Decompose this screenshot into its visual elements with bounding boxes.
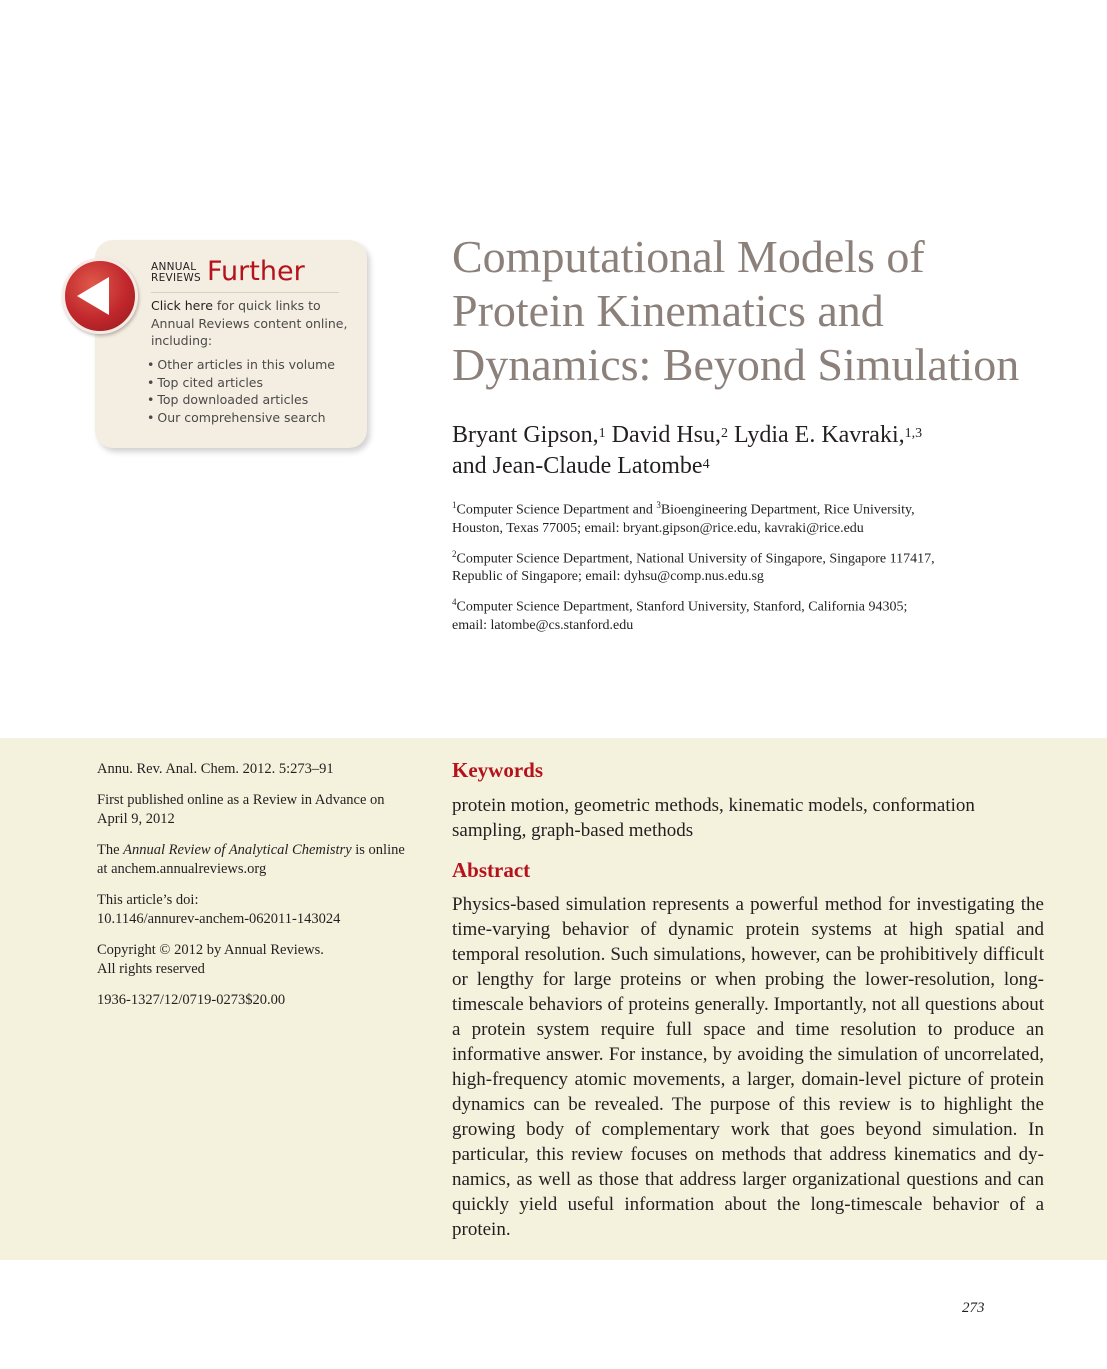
affil-sup: 3 [656, 500, 661, 510]
affil-text: Bioengineering Department, Rice University, [660, 502, 915, 518]
further-title: Further [207, 256, 305, 287]
author-name: David Hsu, [605, 422, 721, 448]
article-meta [97, 760, 417, 1022]
copyright-note [97, 941, 417, 979]
brand-reviews: REVIEWS [151, 272, 201, 284]
author-name: Bryant Gipson, [452, 422, 599, 448]
further-description [151, 297, 351, 350]
affil-text: Republic of Singapore; email: dyhsu@comp.nus.edu.sg [452, 569, 764, 585]
further-list [147, 356, 335, 426]
play-back-icon[interactable] [62, 258, 138, 334]
author-affil-sup: 4 [702, 457, 710, 472]
affiliations [452, 496, 1052, 642]
title-line: Protein Kinematics and [452, 285, 884, 336]
published-line: First published online as a Review in Advance on [97, 792, 385, 808]
further-description-text: for quick links to Annual Reviews content online, including: [151, 298, 348, 348]
author-name: Lydia E. Kavraki, [728, 422, 905, 448]
affil-text: Houston, Texas 77005; email: bryant.gipson@rice.edu, kavraki@rice.edu [452, 520, 864, 536]
keywords-text: protein motion, geometric methods, kinematic models, conformation sampling, graph-based methods [452, 795, 975, 841]
price-code: 1936-1327/12/0719-0273$20.00 [97, 992, 286, 1008]
doi-label: This article’s doi: [97, 892, 199, 908]
affil-sup: 4 [452, 597, 457, 608]
affiliation [452, 496, 1052, 538]
article-title [452, 230, 1072, 392]
affil-text: email: latombe@cs.stanford.edu [452, 617, 634, 633]
journal-pre: The [97, 842, 124, 858]
journal-name: Annual Review of Analytical Chemistry [123, 842, 352, 858]
affil-text: Computer Science Department, Stanford University, Stanford, California 94305; [456, 599, 908, 615]
published-date: April 9, 2012 [97, 811, 175, 827]
further-item-top-downloaded[interactable]: • Top downloaded articles [147, 391, 335, 409]
title-line: Computational Models of [452, 231, 925, 282]
brand-annual: ANNUAL [151, 261, 197, 273]
author-name: and Jean-Claude Latombe [452, 453, 703, 479]
keywords-heading: Keywords [452, 758, 543, 782]
affil-sup: 1 [452, 500, 457, 510]
abstract-heading: Abstract [452, 858, 531, 882]
author-list [452, 420, 1072, 482]
affiliation [452, 593, 1052, 635]
journal-url[interactable]: at anchem.annualreviews.org [97, 861, 267, 877]
author-affil-sup: 1,3 [904, 426, 923, 441]
further-item-search[interactable]: • Our comprehensive search [147, 409, 335, 427]
author-affil-sup: 1 [598, 426, 606, 441]
copyright-line: Copyright © 2012 by Annual Reviews. [97, 942, 324, 958]
journal-note [97, 841, 417, 879]
affil-sup: 2 [452, 548, 457, 559]
published-note [97, 791, 417, 829]
further-divider [151, 292, 339, 293]
page-number: 273 [962, 1300, 985, 1316]
affil-text: Computer Science Department and [456, 502, 657, 518]
affil-text: Computer Science Department, National University of Singapore, Singapore 117417, [456, 551, 935, 567]
doi-value[interactable]: 10.1146/annurev-anchem-062011-143024 [97, 911, 341, 927]
further-item-top-cited[interactable]: • Top cited articles [147, 374, 335, 392]
abstract-text: Physics-based simulation represents a powerful method for investigating the time-varying behavior of dynamic protein systems at high spatial and temporal resolution. Such simulations, however, can be prohibitively difficult or lengthy for large proteins or when probing the lower-resolution, long-timescale behaviors of proteins generally. Importantly, not all questions about a protein system require full space and time resolution to produce an informative answer. For instance, by avoiding the simulation of uncorrelated, high-frequency atomic movements, a larger, domain-level picture of protein dynamics can be revealed. The purpose of this review is to highlight the growing body of complementary work that goes beyond simulation. In particular, this review focuses on methods that address kinematics and dynamics, as well as those that address larger organizational questions and can quickly yield useful information about the long-timescale behavior of a protein. [452, 894, 1044, 1240]
citation: Annu. Rev. Anal. Chem. 2012. 5:273–91 [97, 761, 334, 777]
title-line: Dynamics: Beyond Simulation [452, 339, 1020, 390]
doi-note [97, 891, 417, 929]
journal-post: is online [351, 842, 405, 858]
affiliation [452, 545, 1052, 587]
author-affil-sup: 2 [721, 426, 728, 441]
rights-line: All rights reserved [97, 961, 205, 977]
annual-reviews-logo [151, 262, 201, 284]
click-here-link[interactable]: Click here [151, 298, 213, 313]
further-item-other-articles[interactable]: • Other articles in this volume [147, 356, 335, 374]
